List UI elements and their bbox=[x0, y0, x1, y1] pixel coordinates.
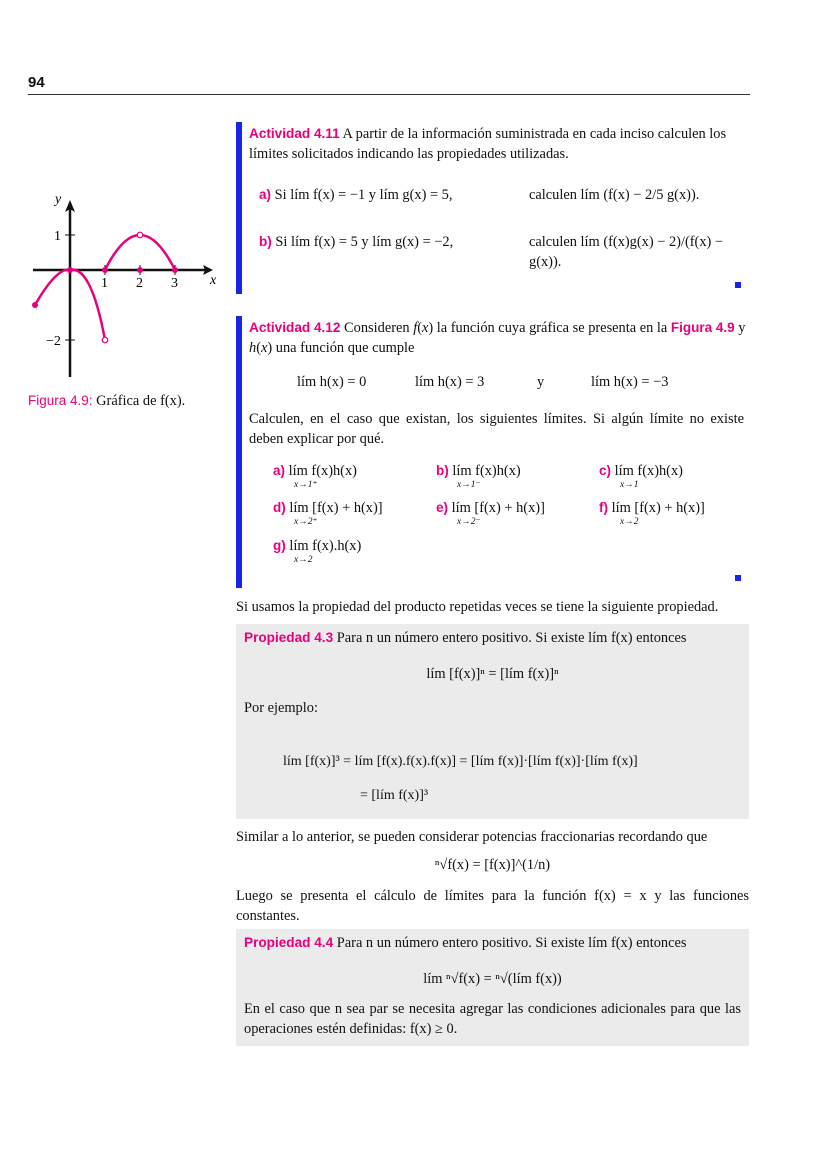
paragraph-product-property: Si usamos la propiedad del producto repetidas veces se tiene la siguiente propiedad. bbox=[236, 599, 719, 615]
property-4-3 bbox=[236, 624, 749, 819]
activity-4-12-conditions bbox=[297, 372, 737, 392]
property-4-4 bbox=[236, 929, 749, 1046]
property-4-3-statement bbox=[236, 624, 749, 648]
point-open-low bbox=[102, 337, 108, 343]
item-a-ask: calculen lím (f(x) − 2/5 g(x)). bbox=[529, 187, 700, 203]
figure-reference-link[interactable]: Figura 4.9 bbox=[670, 320, 735, 335]
item-c-expr: lím f(x)h(x) bbox=[614, 463, 683, 479]
item-d bbox=[273, 498, 383, 526]
item-e bbox=[436, 498, 545, 526]
property-4-4-note: En el caso que n sea par se necesita agregar las condiciones adicionales para que las operaciones estén definidas: f(x) ≥ 0. bbox=[244, 1001, 741, 1037]
axis-y-label: y bbox=[55, 192, 62, 207]
activity-4-11-header: Actividad 4.11 bbox=[249, 126, 340, 141]
curve-middle bbox=[70, 270, 105, 340]
item-a-label: a) bbox=[259, 187, 272, 202]
item-b-label: b) bbox=[436, 463, 449, 478]
activity-4-11 bbox=[236, 122, 752, 294]
property-4-4-statement bbox=[236, 929, 749, 953]
curve-right bbox=[105, 235, 175, 270]
condition-1: lím h(x) = 0 bbox=[297, 374, 367, 390]
property-4-4-text: Para n un número entero positivo. Si existe lím f(x) entonces bbox=[336, 935, 687, 951]
intro-part-3: y bbox=[738, 320, 746, 336]
item-b-expr: lím f(x)h(x) bbox=[452, 463, 521, 479]
tick-label-x-3: 3 bbox=[171, 276, 178, 291]
item-c-label: c) bbox=[599, 463, 612, 478]
item-b-ask: calculen lím (f(x)g(x) − 2)/(f(x) − g(x)). bbox=[529, 234, 724, 270]
item-d-sub: x→2⁺ bbox=[294, 517, 318, 527]
item-f-sub: x→2 bbox=[620, 517, 639, 527]
intro-part-4: una función que cumple bbox=[275, 340, 415, 356]
curve-left bbox=[35, 270, 70, 305]
end-square-4-11 bbox=[735, 282, 741, 288]
property-4-3-text: Para n un número entero positivo. Si existe lím f(x) entonces bbox=[336, 630, 687, 646]
point-closed-left bbox=[32, 302, 38, 308]
activity-4-11-item-a bbox=[259, 185, 739, 205]
item-g-expr: lím f(x).h(x) bbox=[289, 538, 362, 554]
tick-label-x-2: 2 bbox=[136, 276, 143, 291]
item-g bbox=[273, 536, 361, 564]
property-4-4-formula: lím ⁿ√f(x) = ⁿ√(lím f(x)) bbox=[423, 971, 562, 987]
activity-4-12-intro: Actividad 4.12 Consideren f(x) la función cuya gráfica se presenta en la Figura 4.9 y h(x) una función que cumple bbox=[249, 320, 746, 356]
point-closed-2 bbox=[137, 267, 143, 273]
item-c-sub: x→1 bbox=[620, 480, 639, 490]
figure-caption-label: Figura 4.9: bbox=[28, 393, 93, 408]
activity-4-11-intro-text: A partir de la información suministrada en cada inciso calculen los límites solicitados indicando las propiedades utilizadas. bbox=[249, 126, 727, 162]
property-4-3-header: Propiedad 4.3 bbox=[244, 630, 334, 645]
page-number: 94 bbox=[28, 74, 45, 91]
item-g-sub: x→2 bbox=[294, 555, 313, 565]
item-f bbox=[599, 498, 705, 526]
item-g-label: g) bbox=[273, 538, 286, 553]
activity-4-11-item-b bbox=[259, 232, 739, 270]
item-b-sub: x→1⁻ bbox=[457, 480, 481, 490]
item-e-sub: x→2⁻ bbox=[457, 517, 481, 527]
condition-3: lím h(x) = −3 bbox=[591, 374, 669, 390]
point-origin bbox=[67, 267, 73, 273]
activity-4-12-header: Actividad 4.12 bbox=[249, 320, 341, 335]
item-a-given: Si lím f(x) = −1 y lím g(x) = 5, bbox=[274, 187, 453, 203]
point-closed-1 bbox=[102, 267, 108, 273]
tick-label-y-1: 1 bbox=[54, 229, 61, 244]
item-e-label: e) bbox=[436, 500, 449, 515]
header-rule bbox=[28, 94, 750, 95]
item-d-expr: lím [f(x) + h(x)] bbox=[289, 500, 383, 516]
item-b bbox=[436, 461, 521, 489]
tick-label-x-1: 1 bbox=[101, 276, 108, 291]
axis-x-label: x bbox=[210, 273, 217, 288]
condition-2: lím h(x) = 3 bbox=[415, 374, 485, 390]
item-d-label: d) bbox=[273, 500, 286, 515]
item-a bbox=[273, 461, 357, 489]
activity-4-12 bbox=[236, 316, 752, 588]
activity-4-11-intro bbox=[249, 122, 752, 164]
item-a-expr: lím f(x)h(x) bbox=[288, 463, 357, 479]
end-square-4-12 bbox=[735, 575, 741, 581]
item-f-expr: lím [f(x) + h(x)] bbox=[611, 500, 705, 516]
root-formula: ⁿ√f(x) = [f(x)]^(1/n) bbox=[434, 857, 551, 873]
point-closed-3 bbox=[172, 267, 178, 273]
item-e-expr: lím [f(x) + h(x)] bbox=[451, 500, 545, 516]
property-4-3-example-line-2: = [lím f(x)]³ bbox=[360, 788, 429, 803]
figure-caption-text: Gráfica de f(x). bbox=[96, 393, 186, 409]
item-c bbox=[599, 461, 683, 489]
point-open-peak bbox=[137, 232, 143, 238]
tick-label-y-neg2: −2 bbox=[46, 334, 61, 349]
item-f-label: f) bbox=[599, 500, 608, 515]
figure-4-9-graph bbox=[25, 185, 225, 385]
activity-4-12-instructions: Calculen, en el caso que existan, los siguientes límites. Si algún límite no existe deben explicar por qué. bbox=[249, 411, 744, 447]
item-b-given: Si lím f(x) = 5 y lím g(x) = −2, bbox=[275, 234, 454, 250]
item-a-label: a) bbox=[273, 463, 286, 478]
paragraph-fractional-powers: Similar a lo anterior, se pueden considerar potencias fraccionarias recordando que bbox=[236, 829, 708, 845]
item-a-sub: x→1⁺ bbox=[294, 480, 318, 490]
paragraph-identity-constant: Luego se presenta el cálculo de límites para la función f(x) = x y las funciones constantes. bbox=[236, 888, 749, 924]
property-4-3-formula: lím [f(x)]ⁿ = [lím f(x)]ⁿ bbox=[426, 666, 559, 682]
intro-part-1: Consideren bbox=[344, 320, 410, 336]
property-4-3-example-label: Por ejemplo: bbox=[244, 700, 318, 716]
property-4-4-header: Propiedad 4.4 bbox=[244, 935, 334, 950]
property-4-3-example-line-1: lím [f(x)]³ = lím [f(x).f(x).f(x)] = [lím f(x)]·[lím f(x)]·[lím f(x)] bbox=[283, 754, 638, 769]
intro-part-2: la función cuya gráfica se presenta en la bbox=[436, 320, 668, 336]
item-b-label: b) bbox=[259, 234, 272, 249]
condition-and: y bbox=[537, 374, 545, 390]
figure-caption bbox=[28, 393, 185, 410]
